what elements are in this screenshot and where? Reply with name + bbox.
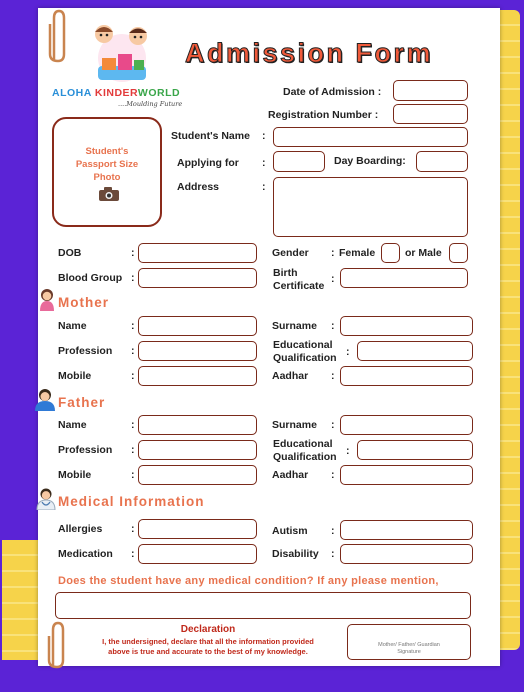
page-title: Admission Form	[185, 38, 434, 68]
mother-surname-input[interactable]	[340, 316, 473, 336]
kids-logo-icon	[82, 20, 162, 84]
medication-label: Medication	[58, 548, 113, 560]
photo-label: Student's Passport Size Photo	[75, 146, 139, 183]
colon: :	[131, 320, 135, 332]
students-name-input[interactable]	[273, 127, 468, 147]
address-label: Address	[177, 181, 220, 193]
birth-certificate-label: Birth Certificate	[273, 267, 325, 292]
colon: :	[131, 272, 135, 284]
colon: :	[131, 523, 135, 535]
students-name-label: Student's Name	[171, 130, 250, 142]
mother-mobile-label: Mobile	[58, 370, 92, 382]
paperclip-icon	[42, 8, 66, 64]
father-aadhar-input[interactable]	[340, 465, 473, 485]
mother-surname-label: Surname	[272, 320, 317, 332]
brand-part: KINDER	[94, 87, 138, 99]
mother-name-label: Name	[58, 320, 87, 332]
mother-education-input[interactable]	[357, 341, 473, 361]
colon: :	[346, 445, 350, 457]
colon: :	[331, 548, 335, 560]
mother-aadhar-input[interactable]	[340, 366, 473, 386]
mother-mobile-input[interactable]	[138, 366, 257, 386]
mother-aadhar-label: Aadhar	[272, 370, 309, 382]
colon: :	[131, 469, 135, 481]
colon: :	[331, 525, 335, 537]
autism-label: Autism	[272, 525, 308, 537]
father-profession-input[interactable]	[138, 440, 257, 460]
blood-group-input[interactable]	[138, 268, 257, 288]
medication-input[interactable]	[138, 544, 257, 564]
colon: :	[262, 157, 266, 169]
colon: :	[331, 419, 335, 431]
day-boarding-input[interactable]	[416, 151, 468, 172]
dob-label: DOB	[58, 247, 82, 259]
dob-input[interactable]	[138, 243, 257, 263]
registration-number-input[interactable]	[393, 104, 468, 124]
mother-profession-label: Profession	[58, 345, 113, 357]
mother-section-title: Mother	[58, 295, 109, 310]
medical-condition-question: Does the student have any medical condition? If any please mention,	[58, 575, 439, 587]
female-checkbox[interactable]	[381, 243, 400, 263]
male-checkbox[interactable]	[449, 243, 468, 263]
father-mobile-input[interactable]	[138, 465, 257, 485]
colon: :	[331, 370, 335, 382]
mother-name-input[interactable]	[138, 316, 257, 336]
male-label: or Male	[405, 247, 442, 259]
applying-for-input[interactable]	[273, 151, 325, 172]
brand-part: ALOHA	[52, 87, 95, 99]
colon: :	[131, 419, 135, 431]
colon: :	[262, 181, 266, 193]
colon: :	[331, 469, 335, 481]
medical-condition-input[interactable]	[55, 592, 471, 619]
day-boarding-label: Day Boarding:	[334, 155, 406, 167]
address-input[interactable]	[273, 177, 468, 237]
father-section-title: Father	[58, 395, 106, 410]
father-education-label: Educational Qualification	[273, 438, 337, 463]
date-of-admission-label: Date of Admission :	[283, 86, 382, 98]
background-stripes-left	[2, 540, 42, 660]
signature-label: Mother/ Father/ Guardian Signature	[378, 642, 440, 655]
colon: :	[131, 444, 135, 456]
female-label: Female	[339, 247, 376, 259]
camera-icon	[98, 186, 120, 202]
disability-label: Disability	[272, 548, 319, 560]
father-surname-label: Surname	[272, 419, 317, 431]
gender-label: Gender	[272, 247, 309, 259]
allergies-label: Allergies	[58, 523, 103, 535]
father-name-label: Name	[58, 419, 87, 431]
colon: :	[131, 548, 135, 560]
colon: :	[131, 345, 135, 357]
father-surname-input[interactable]	[340, 415, 473, 435]
colon: :	[262, 130, 266, 142]
father-education-input[interactable]	[357, 440, 473, 460]
colon: :	[331, 247, 335, 259]
allergies-input[interactable]	[138, 519, 257, 539]
father-aadhar-label: Aadhar	[272, 469, 309, 481]
registration-number-label: Registration Number :	[268, 109, 379, 121]
signature-box[interactable]	[347, 624, 471, 660]
mother-avatar-icon	[38, 287, 56, 311]
colon: :	[331, 320, 335, 332]
mother-profession-input[interactable]	[138, 341, 257, 361]
medical-section-title: Medical Information	[58, 494, 205, 509]
passport-photo-box[interactable]	[52, 117, 162, 227]
date-of-admission-input[interactable]	[393, 80, 468, 101]
brand-name	[52, 87, 180, 99]
brand-tagline: ....Moulding Future	[118, 100, 183, 108]
mother-education-label: Educational Qualification	[273, 339, 337, 364]
colon: :	[346, 346, 350, 358]
declaration-title: Declaration	[180, 624, 236, 635]
disability-input[interactable]	[340, 544, 473, 564]
father-avatar-icon	[34, 387, 56, 411]
brand-part: WORLD	[137, 87, 181, 99]
birth-certificate-input[interactable]	[340, 268, 468, 288]
father-name-input[interactable]	[138, 415, 257, 435]
autism-input[interactable]	[340, 520, 473, 540]
doctor-icon	[36, 486, 56, 510]
colon: :	[131, 370, 135, 382]
colon: :	[131, 247, 135, 259]
applying-for-label: Applying for	[177, 157, 239, 169]
father-profession-label: Profession	[58, 444, 113, 456]
father-mobile-label: Mobile	[58, 469, 92, 481]
blood-group-label: Blood Group	[58, 272, 123, 284]
colon: :	[331, 273, 335, 285]
declaration-text: I, the undersigned, declare that all the information provided above is true and accurate to the best of my knowledge.	[102, 637, 314, 656]
